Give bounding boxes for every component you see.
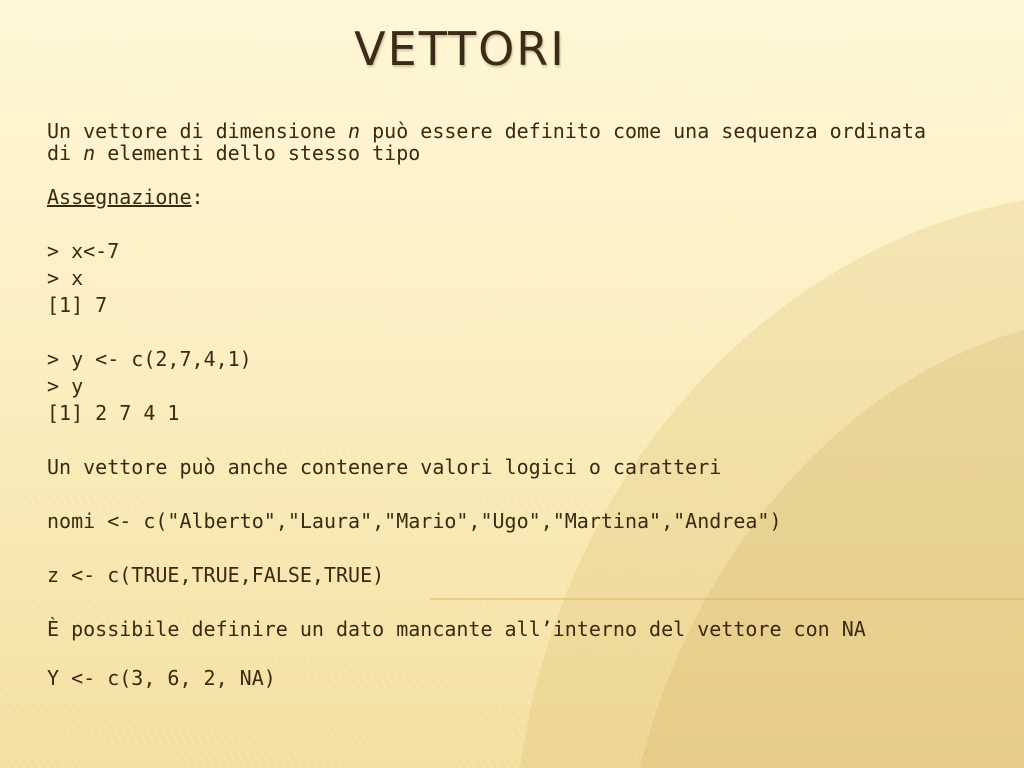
y-code: Y <- c(3, 6, 2, NA)	[47, 666, 276, 690]
code-line: > x	[47, 266, 84, 290]
logic-text: Un vettore può anche contenere valori logici o caratteri	[47, 455, 722, 479]
code-line: > x<-7	[47, 239, 120, 263]
n-variable: n	[348, 119, 361, 143]
n-variable: n	[83, 141, 96, 165]
intro-paragraph: Un vettore di dimensione n può essere definito come una sequenza ordinata di n elementi dello stesso tipo	[47, 119, 927, 165]
slide-content	[47, 120, 947, 694]
code-line: > y <- c(2,7,4,1)	[47, 347, 252, 371]
nomi-code: nomi <- c("Alberto","Laura","Mario","Ugo","Martina","Andrea")	[47, 509, 782, 533]
code-line: [1] 7	[47, 293, 108, 317]
assegnazione-heading: Assegnazione:	[47, 185, 204, 209]
na-text: È possibile definire un dato mancante all’interno del vettore con NA	[47, 617, 866, 641]
code-line: > y	[47, 374, 84, 398]
z-code: z <- c(TRUE,TRUE,FALSE,TRUE)	[47, 563, 385, 587]
slide-title: VETTORI	[354, 22, 566, 76]
assegnazione-label: Assegnazione	[47, 185, 192, 209]
code-line: [1] 2 7 4 1	[47, 401, 180, 425]
